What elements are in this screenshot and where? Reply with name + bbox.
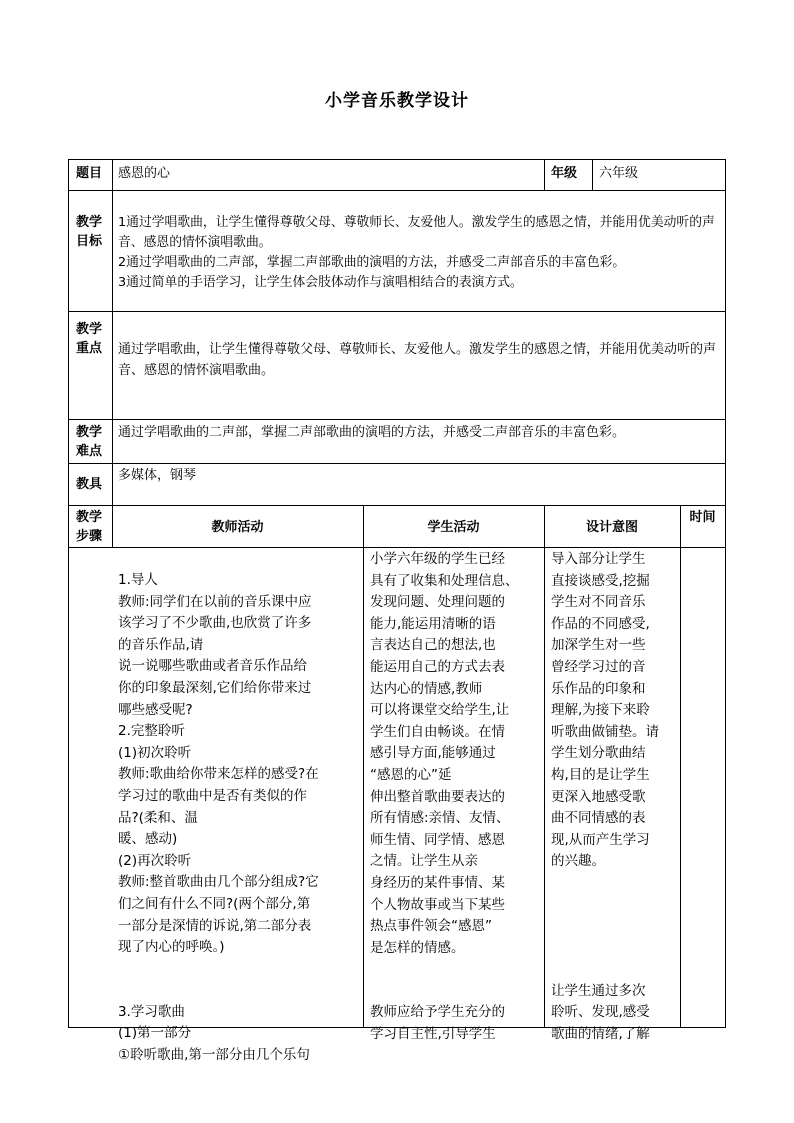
design-intent-line: 让学生通过多次 bbox=[551, 982, 646, 999]
grade-value: 六年级 bbox=[599, 166, 639, 181]
student-activity-line: 教师应给予学生充分的 bbox=[370, 1004, 505, 1021]
student-activity-line bbox=[370, 959, 542, 981]
teacher-activity-line: 教师:歌曲给你带来怎样的感受?在 bbox=[118, 766, 319, 783]
teacher-activity-line: 学习过的歌曲中是否有类似的作 bbox=[118, 787, 307, 804]
student-activity-line: 能力,能运用清晰的语 bbox=[370, 615, 496, 632]
keypoints-text: 通过学唱歌曲，让学生懂得尊敬父母、尊敬师长、友爱他人。激发学生的感恩之情，并能用优美动听的声音、感恩的情怀演唱歌曲。 bbox=[118, 342, 717, 378]
teacher-activity-line: 你的印象最深刻,它们给你带来过 bbox=[118, 679, 312, 696]
design-intent-content bbox=[551, 549, 679, 1046]
design-intent-line: 聆听、发现,感受 bbox=[551, 1004, 650, 1021]
design-intent-line: 更深入地感受歌 bbox=[551, 788, 646, 805]
teacher-activity-line bbox=[118, 959, 360, 981]
design-intent-line: 学生划分歌曲结 bbox=[551, 745, 646, 762]
teacher-activity-line: 教师:整首歌曲由几个部分组成?它 bbox=[118, 874, 319, 891]
design-intent-line bbox=[551, 895, 679, 917]
teacher-activity-line: (2)再次聆听 bbox=[118, 852, 192, 869]
teacher-activity-line: 教师:同学们在以前的音乐课中应 bbox=[118, 593, 312, 610]
teacher-activity-line: 哪些感受呢? bbox=[118, 701, 193, 718]
student-activity-line: 个人物故事或当下某些 bbox=[370, 896, 505, 913]
design-intent-line: 现,从而产生学习 bbox=[551, 831, 650, 848]
student-activity-line: 言表达自己的想法,也 bbox=[370, 637, 496, 654]
design-intent-line: 理解,为接下来聆 bbox=[551, 702, 650, 719]
teacher-activity-line bbox=[118, 980, 360, 1002]
teacher-activity-line: 2.完整聆听 bbox=[118, 723, 185, 740]
topic-value: 感恩的心 bbox=[118, 166, 171, 181]
design-intent-line: 导入部分让学生 bbox=[551, 551, 646, 567]
teacher-activity-content bbox=[118, 570, 360, 1067]
tools-label: 教具 bbox=[76, 477, 103, 492]
student-activity-content bbox=[370, 549, 542, 1046]
teacher-activity-header: 教师活动 bbox=[211, 520, 264, 535]
grade-label: 年级 bbox=[551, 166, 578, 181]
design-intent-line: 构,目的是让学生 bbox=[551, 766, 650, 783]
keypoints-label: 教学重点 bbox=[76, 322, 103, 356]
objectives-label: 教学目标 bbox=[76, 215, 103, 249]
design-intent-line: 曲不同情感的表 bbox=[551, 810, 646, 827]
design-intent-header: 设计意图 bbox=[585, 520, 638, 535]
objectives-text: 1通过学唱歌曲，让学生懂得尊敬父母、尊敬师长、友爱他人。激发学生的感恩之情，并能用优美动听的声音、感恩的情怀演唱歌曲。 2通过学唱歌曲的二声部，掌握二声部歌曲的演唱的方法，并感受二声部音乐的丰富色彩。 3通过简单的手语学习，让学生体会肢体动作与演唱相结合的表演方式。 bbox=[118, 215, 715, 290]
student-activity-line: 学生们自由畅谈。在情 bbox=[370, 723, 505, 740]
design-intent-line bbox=[551, 938, 679, 960]
student-activity-line: 师生情、同学情、感恩 bbox=[370, 831, 505, 848]
student-activity-line: 之情。让学生从亲 bbox=[370, 853, 478, 870]
teacher-activity-line: ①聆听歌曲,第一部分由几个乐句 bbox=[118, 1047, 310, 1064]
teacher-activity-line: 暖、感动) bbox=[118, 831, 178, 848]
student-activity-line: 所有情感:亲情、友情、 bbox=[370, 810, 510, 827]
teacher-activity-line: (1)第一部分 bbox=[118, 1025, 192, 1042]
student-activity-line: 能运用自己的方式去表 bbox=[370, 658, 505, 675]
time-header: 时间 bbox=[689, 510, 716, 525]
student-activity-line: 具有了收集和处理信息、 bbox=[370, 572, 519, 589]
teacher-activity-line: 们之间有什么不同?(两个部分,第 bbox=[118, 895, 311, 912]
design-intent-line bbox=[551, 916, 679, 938]
student-activity-line: 感引导方面,能够通过 bbox=[370, 745, 496, 762]
design-intent-line: 作品的不同感受, bbox=[551, 615, 650, 632]
student-activity-line: “感恩的心”延 bbox=[370, 766, 452, 783]
document-title: 小学音乐教学设计 bbox=[325, 91, 469, 111]
design-intent-line: 曾经学习过的音 bbox=[551, 658, 646, 675]
teacher-activity-line: 的音乐作品,请 bbox=[118, 636, 204, 653]
student-activity-header: 学生活动 bbox=[427, 520, 480, 535]
student-activity-line: 小学六年级的学生已经 bbox=[370, 551, 505, 567]
design-intent-line: 乐作品的印象和 bbox=[551, 680, 646, 697]
student-activity-line: 是怎样的情感。 bbox=[370, 939, 465, 956]
teacher-activity-line: 1.导人 bbox=[118, 572, 158, 588]
steps-label: 教学步骤 bbox=[76, 510, 103, 544]
design-intent-line bbox=[551, 959, 679, 981]
teacher-activity-line: (1)初次聆听 bbox=[118, 744, 192, 761]
design-intent-line: 加深学生对一些 bbox=[551, 637, 646, 654]
design-intent-line: 歌曲的情绪,了解 bbox=[551, 1026, 650, 1043]
teacher-activity-line: 3.学习歌曲 bbox=[118, 1003, 185, 1020]
difficulties-text: 通过学唱歌曲的二声部，掌握二声部歌曲的演唱的方法，并感受二声部音乐的丰富色彩。 bbox=[118, 425, 626, 440]
student-activity-line: 身经历的某件事情、某 bbox=[370, 874, 505, 891]
student-activity-line: 发现问题、处理问题的 bbox=[370, 594, 505, 611]
tools-text: 多媒体，钢琴 bbox=[118, 468, 197, 483]
teacher-activity-line: 该学习了不少歌曲,也欣赏了许多 bbox=[118, 615, 312, 632]
design-intent-line: 直接谈感受,挖掘 bbox=[551, 572, 650, 589]
teacher-activity-line: 现了内心的呼唤。) bbox=[118, 939, 225, 956]
student-activity-line: 热点事件领会“感恩” bbox=[370, 918, 492, 935]
student-activity-line: 伸出整首歌曲要表达的 bbox=[370, 788, 505, 805]
design-intent-line: 学生对不同音乐 bbox=[551, 594, 646, 611]
student-activity-line: 可以将课堂交给学生,让 bbox=[370, 702, 510, 719]
topic-label: 题目 bbox=[76, 166, 103, 181]
design-intent-line bbox=[551, 873, 679, 895]
student-activity-line: 学习自主性,引导学生 bbox=[370, 1026, 496, 1043]
design-intent-line: 听歌曲做铺垫。请 bbox=[551, 723, 659, 740]
difficulties-label: 教学难点 bbox=[76, 425, 103, 459]
teacher-activity-line: 一部分是深情的诉说,第二部分表 bbox=[118, 917, 312, 934]
design-intent-line: 的兴趣。 bbox=[551, 853, 605, 870]
student-activity-line bbox=[370, 981, 542, 1003]
teacher-activity-line: 说一说哪些歌曲或者音乐作品给 bbox=[118, 658, 307, 675]
student-activity-line: 达内心的情感,教师 bbox=[370, 680, 483, 697]
teacher-activity-line: 品?(柔和、温 bbox=[118, 809, 198, 826]
